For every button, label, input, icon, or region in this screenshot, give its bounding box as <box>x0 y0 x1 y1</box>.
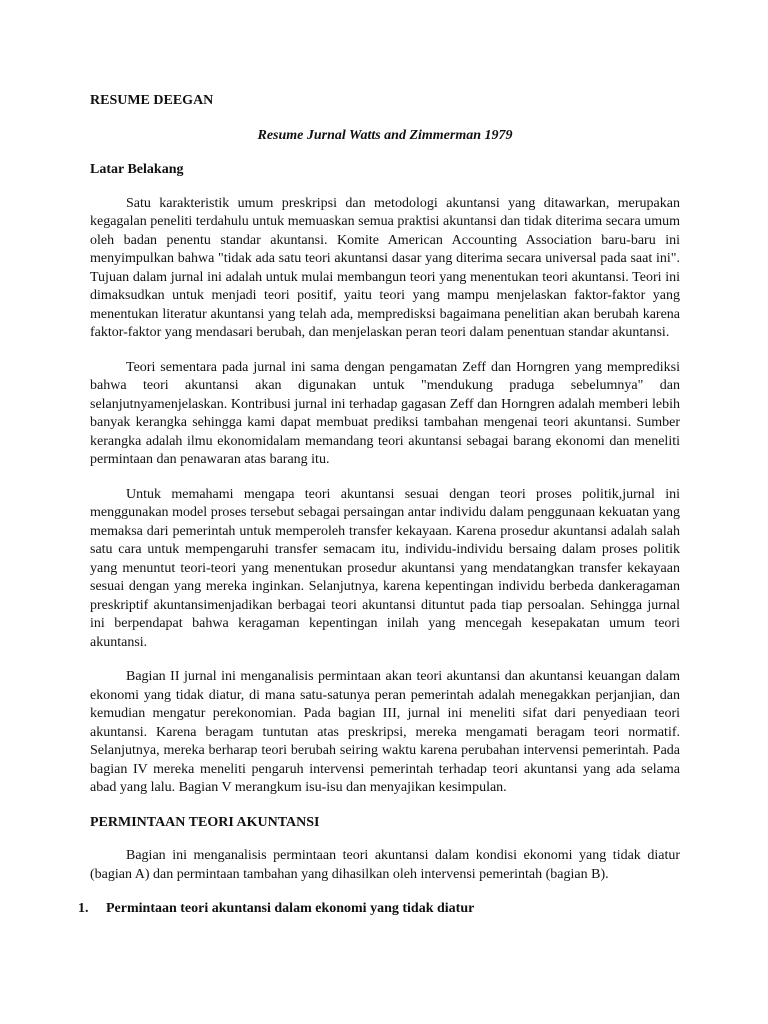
section-title-permintaan: PERMINTAAN TEORI AKUNTANSI <box>90 814 320 830</box>
paragraph: Teori sementara pada jurnal ini sama dengan pengamatan Zeff dan Horngren yang memprediksi bahwa teori akuntansi akan digunakan untuk "mendukung praduga sebelumnya" dan selanjutnyamenjelaskan. Kontribusi jurnal ini terhadap gagasan Zeff dan Horngren adalah memberi lebih banyak kerangka sehingga kami dapat membuat prediksi tambahan mengenai teori akuntansi. Sumber kerangka adalah ilmu ekonomidalam memandang teori akuntansi sebagai barang ekonomi dan meneliti permintaan dan penawaran atas barang itu. <box>90 359 680 467</box>
numbered-heading-text: Permintaan teori akuntansi dalam ekonomi yang tidak diatur <box>106 901 475 916</box>
document-header-title: RESUME DEEGAN <box>90 93 214 108</box>
numbered-heading-number: 1. <box>78 901 89 916</box>
paragraph: Satu karakteristik umum preskripsi dan metodologi akuntansi yang ditawarkan, merupakan kegagalan peneliti terdahulu untuk memuaskan semua praktisi akuntansi dan tidak diterima secara umum oleh badan penentu standar akuntansi. Komite American Accounting Association baru-baru ini menyimpulkan bahwa "tidak ada satu teori akuntansi dasar yang diterima secara universal pada saat ini". Tujuan dalam jurnal ini adalah untuk mulai membangun teori yang menentukan teori akuntansi. Teori ini dimaksudkan untuk menjadi teori positif, yaitu teori yang mampu menjelaskan faktor-faktor yang menentukan literatur akuntansi yang telah ada, mempredisksi bagaimana penelitian akan berubah karena faktor-faktor yang mendasari berubah, dan menjelaskan peran teori dalam penentuan standar akuntansi. <box>90 195 680 340</box>
paragraph: Untuk memahami mengapa teori akuntansi sesuai dengan teori proses politik,jurnal ini menggunakan model proses tersebut sebagai persaingan antar individu dalam penggunaan kekuatan yang memaksa dari pemerintah untuk memperoleh transfer kekayaan. Karena prosedur akuntansi adalah salah satu cara untuk mempengaruhi transfer semacam itu, individu-individu bersaing dalam proses politik yang menuntut teori-teori yang menentukan prosedur akuntansi yang mendatangkan transfer kekayaan sesuai dengan yang mereka inginkan. Selanjutnya, karena kepentingan individu berbeda dankeragaman preskriptif akuntansimenjadikan berbagai teori akuntansi dituntut pada tiap persoalan. Sehingga jurnal ini berpendapat bahwa keragaman kepentingan inilah yang mencegah kesepakatan umum teori akuntansi. <box>90 486 680 650</box>
paragraph: Bagian ini menganalisis permintaan teori akuntansi dalam kondisi ekonomi yang tidak diatur (bagian A) dan permintaan tambahan yang dihasilkan oleh intervensi pemerintah (bagian B). <box>90 848 680 882</box>
paragraph: Bagian II jurnal ini menganalisis permintaan akan teori akuntansi dan akuntansi keuangan dalam ekonomi yang tidak diatur, di mana satu-satunya peran pemerintah adalah menegakkan perjanjian, dan kemudian mengatur perekonomian. Pada bagian III, jurnal ini meneliti sifat dari penyediaan teori akuntansi. Karena beragam tuntutan atas preskripsi, mereka mengamati beragam teori normatif. Selanjutnya, mereka berharap teori berubah seiring waktu karena perubahan intervensi pemerintah. Pada bagian IV mereka meneliti pengaruh intervensi pemerintah terhadap teori akuntansi yang ada selama abad yang lalu. Bagian V merangkum isu-isu dan menyajikan kesimpulan. <box>90 669 680 795</box>
numbered-heading <box>78 900 668 919</box>
section-title-latar-belakang: Latar Belakang <box>90 162 184 177</box>
document-subtitle: Resume Jurnal Watts and Zimmerman 1979 <box>257 127 513 143</box>
document-page <box>78 92 680 919</box>
